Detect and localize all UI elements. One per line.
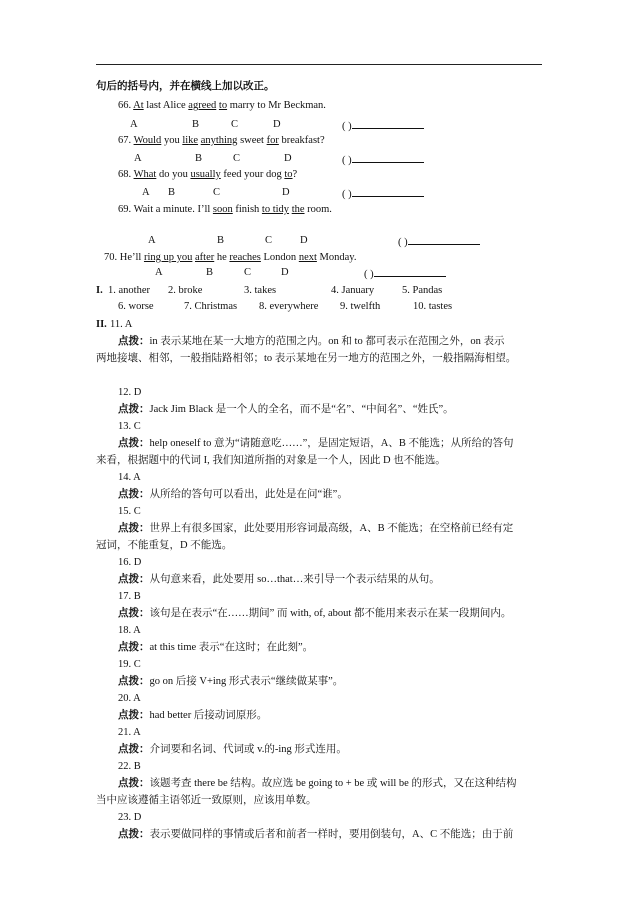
tip-label: 点拨： — [118, 336, 150, 347]
section-1-answer: 7. Christmas — [184, 301, 238, 312]
answer-slot — [364, 266, 446, 281]
answer-paren[interactable]: ( ) — [342, 155, 352, 166]
tip-text: in 表示某地在某一大地方的范围之内。on 和 to 都可表示在范围之外，on 表示 — [149, 336, 505, 347]
tip-text: 从所给的答句可以看出，此处是在问“谁”。 — [149, 489, 348, 500]
tip-text: at this time 表示“在这时；在此刻”。 — [149, 642, 314, 653]
tip-text: 世界上有很多国家，此处要用形容词最高级，A、B 不能选；在空格前已经有定 — [149, 523, 514, 534]
q66-text: last Alice — [143, 100, 189, 111]
question-number: 70. — [104, 252, 118, 263]
answer-tip — [118, 573, 440, 586]
tip-text: 从句意来看，此处要用 so…that…来引导一个表示结果的从句。 — [149, 574, 440, 585]
q69-part-b: to tidy — [261, 204, 290, 215]
answer-tip — [118, 777, 516, 790]
answer-slot — [342, 186, 424, 201]
tip-label: 点拨： — [118, 438, 150, 449]
option-label: A — [130, 119, 138, 130]
q66-part-b: agreed — [188, 100, 217, 111]
correction-line[interactable] — [408, 234, 480, 245]
tip-label: 点拨： — [118, 404, 150, 415]
answer-tip — [118, 607, 511, 620]
tip-continuation: 来看，根据题中的代词 I, 我们知道所指的对象是一个人，因此 D 也不能选。 — [96, 455, 446, 466]
option-label: C — [265, 235, 273, 246]
section-1-answer: 10. tastes — [413, 301, 453, 312]
option-label: B — [217, 235, 225, 246]
answer-tip — [118, 709, 267, 722]
question-number: 69. — [118, 204, 132, 215]
answer-key: 14. A — [118, 472, 141, 483]
q67-part-d: for — [266, 135, 279, 146]
tip-label: 点拨： — [118, 829, 150, 840]
q67-part-a: Would — [133, 135, 162, 146]
answer-tip — [118, 488, 348, 501]
option-label: D — [273, 119, 281, 130]
answer-tip — [118, 675, 343, 688]
q70-part-a: ring up you — [143, 252, 193, 263]
section-1-answer: 5. Pandas — [402, 285, 443, 296]
section-1-label: I. — [96, 285, 103, 296]
tip-text: help oneself to 意为“请随意吃……”，是固定短语，A、B 不能选；从所给的答句 — [149, 438, 514, 449]
instruction-text: 句后的括号内，并在横线上加以改正。 — [96, 81, 275, 92]
answer-key: 18. A — [118, 625, 141, 636]
answer-tip — [118, 437, 513, 450]
q68-text: feed your dog — [220, 169, 285, 180]
option-label: D — [282, 187, 290, 198]
section-1-answer: 2. broke — [168, 285, 203, 296]
tip-label: 点拨： — [118, 574, 150, 585]
q70-part-c: reaches — [229, 252, 261, 263]
q69-part-a: soon — [212, 204, 233, 215]
option-label: A — [134, 153, 142, 164]
answer-key: 15. C — [118, 506, 141, 517]
section-1-answer: 4. January — [331, 285, 375, 296]
option-label: C — [213, 187, 221, 198]
q69-text: finish — [232, 204, 262, 215]
answer-key: 21. A — [118, 727, 141, 738]
tip-label: 点拨： — [118, 744, 150, 755]
question-67 — [118, 134, 325, 147]
question-number: 66. — [118, 100, 132, 111]
correction-line[interactable] — [352, 186, 424, 197]
answer-tip — [118, 828, 513, 841]
tip-label: 点拨： — [118, 642, 150, 653]
section-1-answer: 8. everywhere — [259, 301, 319, 312]
tip-text: Jack Jim Black 是一个人的全名，而不是“名”、“中间名”、“姓氏”。 — [149, 404, 454, 415]
answer-tip — [118, 335, 504, 348]
option-label: C — [244, 267, 252, 278]
q67-text: breakfast? — [278, 135, 325, 146]
tip-text: had better 后接动词原形。 — [149, 710, 268, 721]
tip-label: 点拨： — [118, 523, 150, 534]
answer-slot — [342, 152, 424, 167]
answer-key: 17. B — [118, 591, 141, 602]
q66-part-a: At — [133, 100, 144, 111]
question-number: 68. — [118, 169, 132, 180]
q70-part-b: after — [195, 252, 215, 263]
question-69 — [118, 203, 332, 216]
q67-text: you — [161, 135, 183, 146]
q66-text: marry to Mr Beckman. — [227, 100, 326, 111]
question-66 — [118, 99, 326, 112]
answer-slot — [398, 234, 480, 249]
answer-key: 19. C — [118, 659, 141, 670]
answer-paren[interactable]: ( ) — [342, 189, 352, 200]
tip-text: 表示要做同样的事情或后者和前者一样时，要用倒装句，A、C 不能选；由于前 — [149, 829, 514, 840]
question-number: 67. — [118, 135, 132, 146]
option-label: B — [168, 187, 176, 198]
tip-label: 点拨： — [118, 710, 150, 721]
answer-tip — [118, 641, 313, 654]
tip-text: 该句是在表示“在……期间” 而 with, of, about 都不能用来表示在某一段期间内。 — [149, 608, 512, 619]
q68-text: ? — [292, 169, 298, 180]
answer-tip — [118, 522, 513, 535]
question-68 — [118, 168, 297, 181]
tip-label: 点拨： — [118, 676, 150, 687]
section-1-answer: 1. another — [108, 285, 150, 296]
option-label: D — [300, 235, 308, 246]
answer-slot — [342, 118, 424, 133]
q70-text: Monday. — [316, 252, 357, 263]
q67-text: sweet — [237, 135, 267, 146]
q68-part-b: usually — [190, 169, 221, 180]
q70-text: London — [260, 252, 299, 263]
answer-key: 12. D — [118, 387, 142, 398]
answer-key: 13. C — [118, 421, 141, 432]
section-1-answer: 9. twelfth — [340, 301, 381, 312]
tip-continuation: 冠词，不能重复，D 不能选。 — [96, 540, 233, 551]
q67-part-b: like — [182, 135, 199, 146]
tip-continuation: 两地接壤、相邻，一般指陆路相邻；to 表示某地在另一地方的范围之外，一般指隔海相望。 — [96, 353, 517, 364]
q68-part-a: What — [133, 169, 157, 180]
option-label: A — [142, 187, 150, 198]
answer-key: 22. B — [118, 761, 141, 772]
section-1-answer: 3. takes — [244, 285, 277, 296]
q70-text: he — [214, 252, 230, 263]
correction-line[interactable] — [374, 266, 446, 277]
tip-continuation: 当中应该遵循主语邻近一致原则，应该用单数。 — [96, 795, 317, 806]
tip-label: 点拨： — [118, 489, 150, 500]
option-label: A — [148, 235, 156, 246]
answer-tip — [118, 403, 454, 416]
answer-key: 16. D — [118, 557, 142, 568]
answer-paren[interactable]: ( ) — [364, 269, 374, 280]
tip-text: go on 后接 V+ing 形式表示“继续做某事”。 — [149, 676, 344, 687]
option-label: C — [231, 119, 239, 130]
q67-part-c: anything — [200, 135, 238, 146]
option-label: D — [284, 153, 292, 164]
option-label: B — [206, 267, 214, 278]
section-1-answer: 6. worse — [118, 301, 154, 312]
q68-part-c: to — [284, 169, 293, 180]
q70-part-d: next — [298, 252, 317, 263]
header-rule — [96, 64, 542, 65]
answer-key: 23. D — [118, 812, 142, 823]
answer-paren[interactable]: ( ) — [398, 237, 408, 248]
section-2-label: II. — [96, 319, 107, 330]
option-label: D — [281, 267, 289, 278]
correction-line[interactable] — [352, 152, 424, 163]
question-70 — [104, 251, 356, 264]
option-label: C — [233, 153, 241, 164]
tip-label: 点拨： — [118, 778, 150, 789]
option-label: A — [155, 267, 163, 278]
answer-paren[interactable]: ( ) — [342, 121, 352, 132]
q66-part-c: to — [218, 100, 228, 111]
answer-key: 11. A — [110, 319, 133, 330]
answer-key: 20. A — [118, 693, 141, 704]
answer-tip — [118, 743, 347, 756]
q69-part-c: the — [291, 204, 305, 215]
option-label: B — [192, 119, 200, 130]
q69-text: room. — [304, 204, 332, 215]
q68-text: do you — [156, 169, 191, 180]
tip-label: 点拨： — [118, 608, 150, 619]
correction-line[interactable] — [352, 118, 424, 129]
option-label: B — [195, 153, 203, 164]
tip-text: 该题考查 there be 结构。故应选 be going to + be 或 will be 的形式，又在这种结构 — [149, 778, 517, 789]
tip-text: 介词要和名词、代词或 v.的-ing 形式连用。 — [149, 744, 347, 755]
q69-text: Wait a minute. I’ll — [133, 204, 213, 215]
q70-text: He’ll — [119, 252, 144, 263]
